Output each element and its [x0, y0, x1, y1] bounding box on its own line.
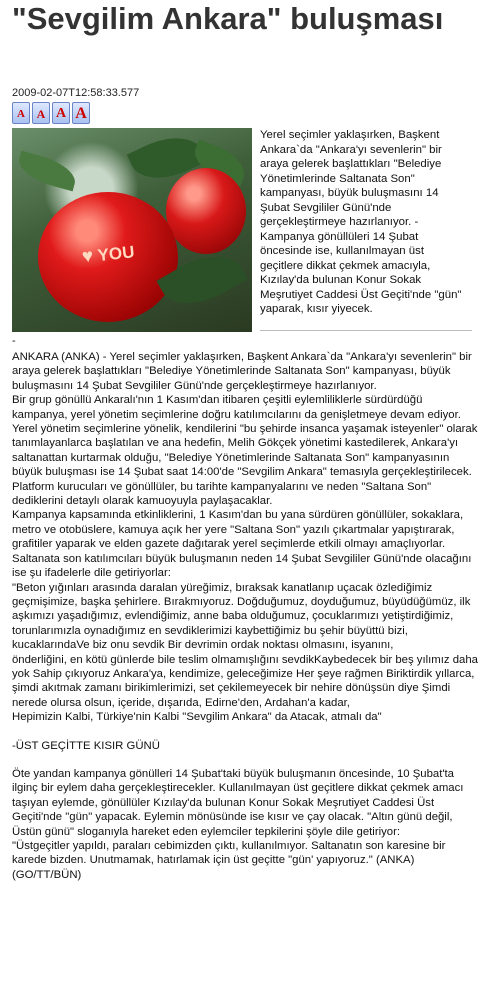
- body-paragraph: Öte yandan kampanya gönülleri 14 Şubat'taki büyük buluşmanın öncesinde, 10 Şubat'ta ilginç bir eylem daha gerçekleştirecekler. Kullanılmayan üst geçitlere dikkat çekmek amacı taşıyan eylemde, gönüllüler Kızılay'da bulunan Konur Sokak Meşrutiyet Caddesi Üst Geçiti'nde "gün" yapacak. Eylemin mönüsünde ise kısır ve çay olacak. "Altın günü değil, Üstün günü" sloganıyla hareket eden eylemciler tepkilerini şöyle dile getiriyor:: [12, 767, 464, 838]
- body-paragraph: önderliğini, en kötü günlerde bile teslim olmamışlığını sevdikKaybedecek bir beş yılımız daha yok Sahip çıkıyoruz Ankara'ya, kendimize, geleceğimize Her şeye rağmen Biriktirdik yıllarca, şimdi akıtmak zamanı birikimlerimizi, set çekilemeyecek bir nehire dönüşsün diye Şimdi nerede olursa olsun, içeride, dışarıda, Edirne'den, Ardahan'a kadar,: [12, 653, 478, 709]
- font-size-smallest-button[interactable]: A: [12, 102, 30, 124]
- section-heading: -ÜST GEÇİTTE KISIR GÜNÜ: [12, 739, 160, 752]
- article-body: [12, 350, 478, 882]
- article-title: "Sevgilim Ankara" buluşması: [12, 1, 444, 36]
- body-paragraph: Kampanya kapsamında etkinliklerini, 1 Kasım'dan bu yana sürdüren gönüllüler, sokaklara, metro ve otobüslere, kamuya açık her yere "Saltana Son" yazılı çıkartmalar yapıştırarak, grafitiler yaparak ve elden gazete dağıtarak yerel seçimlerde etkili olmayı amaçlıyorlar.: [12, 509, 464, 551]
- body-paragraph: "Üstgeçitler yapıldı, paraları cebimizden çıktı, kullanılmıyor. Saltanatın son karesine bir karede bizden. Unutmamak, hatırlamak için üst geçitte "gün' yapıyoruz." (ANKA) (GO/TT/BÜN): [12, 840, 446, 881]
- article-summary: Yerel seçimler yaklaşırken, Başkent Ankara`da "Ankara'yı sevenlerin" bir araya gelerek başlattıkları "Belediye Yönetimlerinde Saltanata Son" kampanyası, büyük buluşmasını 14 Şubat Sevgililer Günü'nde gerçekleştirmeye hazırlanıyor. - Kampanya gönüllüleri 14 Şubat öncesinde ise, kullanılmayan üst geçitlere dikkat çekmek amacıyla, Kızılay'da bulunan Konur Sokak Meşrutiyet Caddesi Üst Geçiti'nde "gün" yaparak, kısır yiyecek.: [260, 129, 462, 315]
- leaf-shape: [15, 151, 80, 192]
- article-timestamp: 2009-02-07T12:58:33.577: [12, 87, 140, 99]
- photo-you-text: ♥ YOU: [80, 242, 136, 268]
- body-paragraph: "Beton yığınları arasında daralan yüreğimiz, bıraksak kanatlanıp uçacak özlediğimiz geçmişimize, başka şehirlere. Bırakmıyoruz. Doğduğumuz, doyduğumuz, büyüdüğümüz, ilk aşkımızı yaşadığımız, evlendiğimiz, anne baba olduğumuz, çocuklarımızı yetiştirdiğimiz, torunlarımızla oynadığımız en sevdiklerimizi kaybettiğimiz bu şehir büyüttü bizi, kucaklarındaVe biz onu sevdik Bir devrimin ordak noktası olmasını, isyanını,: [12, 581, 471, 652]
- separator-dash: -: [12, 335, 16, 347]
- paragraph-gap: [12, 725, 478, 739]
- font-size-large-button[interactable]: A: [52, 102, 70, 124]
- summary-divider: [260, 330, 472, 331]
- article-photo: [12, 128, 252, 332]
- font-size-small-button[interactable]: A: [32, 102, 50, 124]
- body-paragraph: Bir grup gönüllü Ankaralı'nın 1 Kasım'dan itibaren çeşitli eylemliliklerle sürdürdüğü kampanya, yerel yönetim seçimlerine doğru katılımcılarını da genişletmeye devam ediyor. Yerel yönetim seçimlerine yönelik, kendilerini "bu şehirde insanca yaşamak isteyenler" olarak tanımlayanlarca başlatılan ve ana hedefin, Melih Gökçek yönetimi kastedilerek, Ankara'yı saltanattan kurtarmak olduğu, "Belediye Yönetimlerinde Saltanata Son" kampanyasının büyük buluşması ise 14 Şubat saat 14:00'de "Sevgilim Ankara" temasıyla gerçekleştirilecek. Platform kurucuları ve gönüllüler, bu tarihte kampanyalarını ve neden "Saltana Son" dediklerini detaylı olarak kamuoyuyla paylaşacaklar.: [12, 394, 478, 508]
- paragraph-gap: [12, 753, 478, 767]
- body-paragraph: ANKARA (ANKA) - Yerel seçimler yaklaşırken, Başkent Ankara`da "Ankara'yı sevenlerin" bir araya gelerek başlattıkları "Belediye Yönetimlerinde Saltanata Son" kampanyası, büyük buluşmasını 14 Şubat Sevgililer Günü'nde gerçekleştirmeye hazırlanıyor.: [12, 351, 472, 392]
- apple-shape: [166, 168, 246, 254]
- font-size-largest-button[interactable]: A: [72, 102, 90, 124]
- body-paragraph: Hepimizin Kalbi, Türkiye'nin Kalbi "Sevgilim Ankara" da Atacak, atmalı da": [12, 711, 382, 724]
- body-paragraph: Saltanata son katılımcıları büyük buluşmanın neden 14 Şubat Sevgililer Günü'nde olacağını ise şu ifadelerle dile getiriyorlar:: [12, 552, 472, 580]
